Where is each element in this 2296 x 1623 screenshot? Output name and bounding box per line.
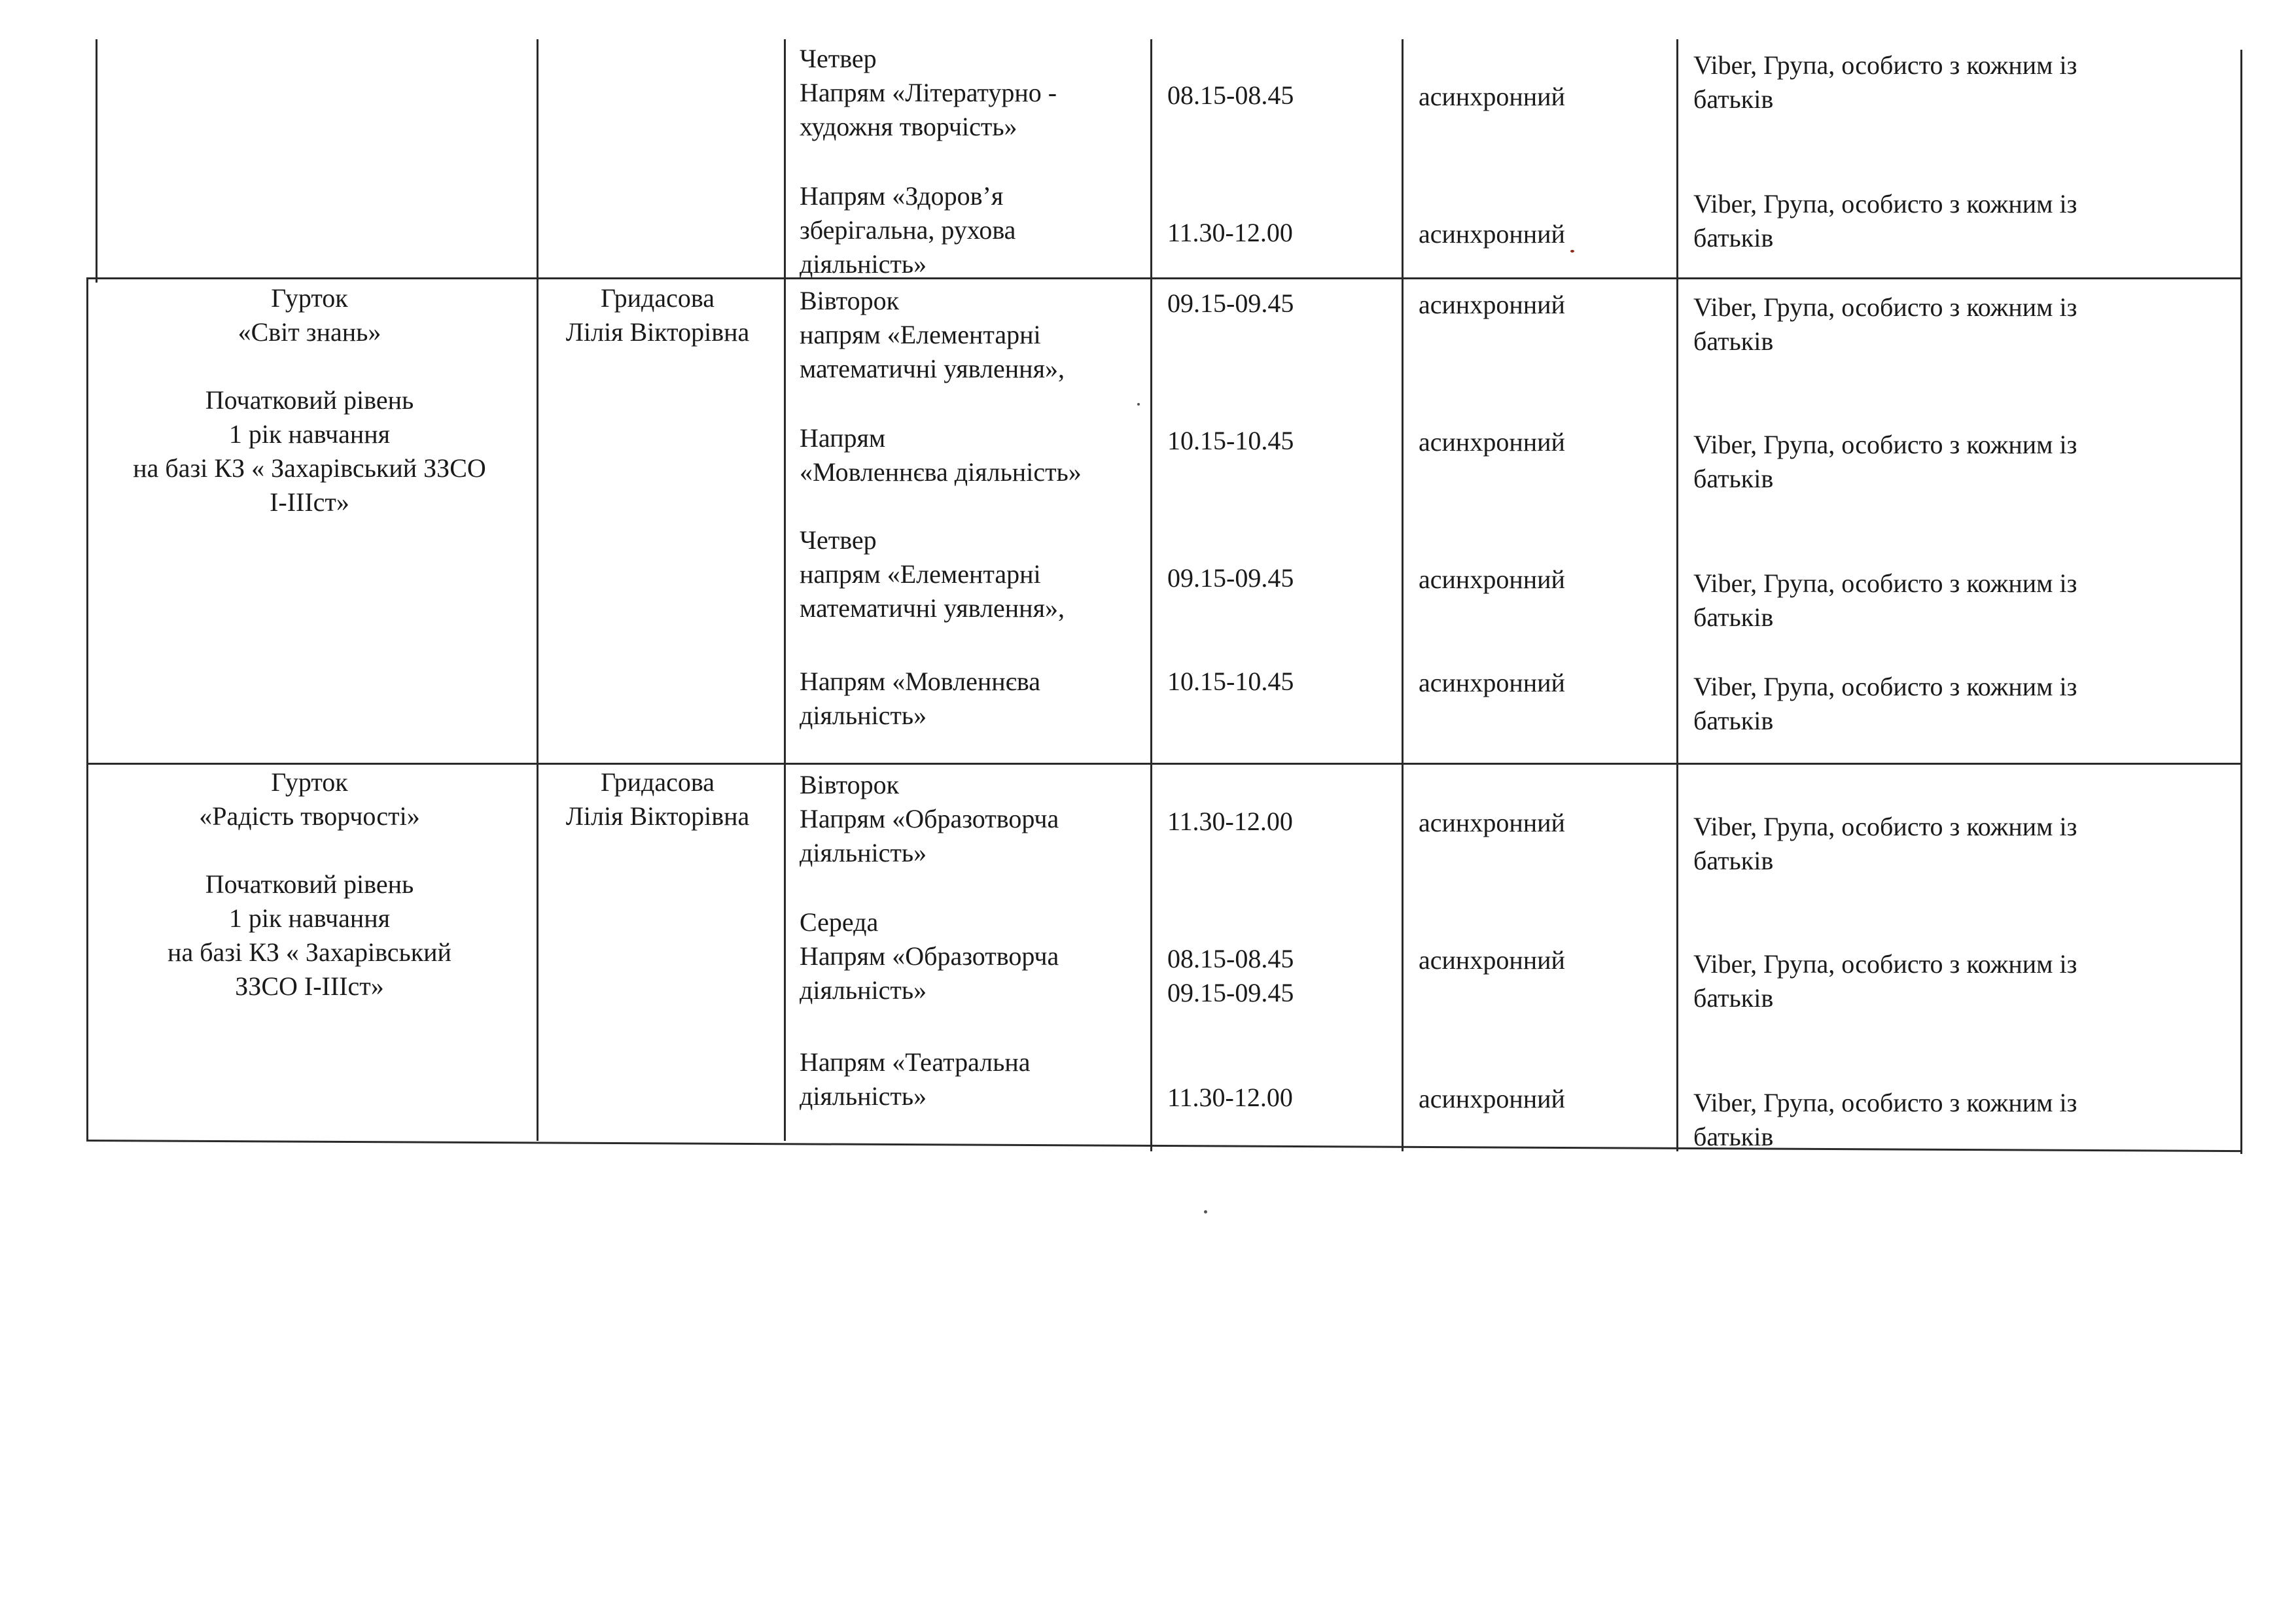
schedule-time: 10.15-10.45 [1167,426,1294,455]
row-divider-1 [88,277,2242,279]
schedule-format: асинхронний [1419,82,1565,111]
schedule-format: асинхронний [1419,808,1565,837]
teacher-cell: Гридасова Лілія Вікторівна [565,767,750,831]
table-divider-col1 [537,39,539,1141]
group-name-cell: Гурток «Радість творчості» Початковий рівень 1 рік навчання на базі КЗ « Захарівський ЗЗСО І-ІІІст» [168,767,451,1001]
schedule-format: асинхронний [1419,945,1565,975]
schedule-label: Четвер Напрям «Літературно - художня творчість» [800,44,1057,141]
scan-speck [1570,250,1574,253]
schedule-label: Вівторок Напрям «Образотворча діяльність» [800,770,1059,867]
schedule-time: 11.30-12.00 [1167,1083,1293,1112]
schedule-label: Напрям «Здоров’я зберігальна, рухова діяльність» [800,181,1016,279]
schedule-channel: Viber, Група, особисто з кожним із батьків [1693,50,2077,114]
schedule-format: асинхронний [1419,427,1565,457]
schedule-format: асинхронний [1419,565,1565,594]
table-divider-col4 [1402,39,1404,1151]
scan-speck [1137,403,1140,406]
schedule-time: 08.15-08.45 [1167,80,1294,110]
schedule-label: Середа Напрям «Образотворча діяльність» [800,907,1059,1005]
table-divider-col5 [1676,39,1678,1151]
schedule-label: Напрям «Мовленнєва діяльність» [800,423,1082,487]
table-divider-col3 [1150,39,1152,1151]
table-divider-col2 [784,39,786,1141]
teacher-cell: Гридасова Лілія Вікторівна [565,283,750,347]
schedule-channel: Viber, Група, особисто з кожним із батьків [1693,568,2077,632]
schedule-channel: Viber, Група, особисто з кожним із батьків [1693,292,2077,356]
schedule-label: Напрям «Мовленнєва діяльність» [800,667,1040,730]
schedule-channel: Viber, Група, особисто з кожним із батьків [1693,949,2077,1013]
schedule-channel: Viber, Група, особисто з кожним із батьків [1693,672,2077,735]
schedule-time: 11.30-12.00 [1167,807,1293,836]
schedule-format: асинхронний [1419,290,1565,319]
schedule-channel: Viber, Група, особисто з кожним із батьків [1693,430,2077,493]
schedule-time: 09.15-09.45 [1167,288,1294,318]
table-border-left [96,39,97,283]
scan-speck [1204,1210,1207,1213]
schedule-time: 10.15-10.45 [1167,667,1294,696]
table-border-right [2240,50,2242,1154]
schedule-channel: Viber, Група, особисто з кожним із батьків [1693,1088,2077,1151]
schedule-format: асинхронний [1419,219,1565,249]
schedule-label: Четвер напрям «Елементарні математичні уявлення», [800,525,1065,623]
schedule-time: 08.15-08.45 09.15-09.45 [1167,944,1294,1007]
schedule-format: асинхронний [1419,1084,1565,1113]
schedule-format: асинхронний [1419,668,1565,697]
row-divider-2 [88,763,2242,765]
schedule-label: Напрям «Театральна діяльність» [800,1047,1031,1111]
schedule-time: 09.15-09.45 [1167,563,1294,593]
schedule-time: 11.30-12.00 [1167,218,1293,247]
table-border-left-lower [86,277,88,1141]
schedule-label: Вівторок напрям «Елементарні математичні уявлення», [800,286,1065,383]
group-name-cell: Гурток «Світ знань» Початковий рівень 1 рік навчання на базі КЗ « Захарівський ЗЗСО І-ІІІст» [133,283,486,517]
schedule-channel: Viber, Група, особисто з кожним із батьків [1693,812,2077,875]
schedule-channel: Viber, Група, особисто з кожним із батьків [1693,189,2077,253]
